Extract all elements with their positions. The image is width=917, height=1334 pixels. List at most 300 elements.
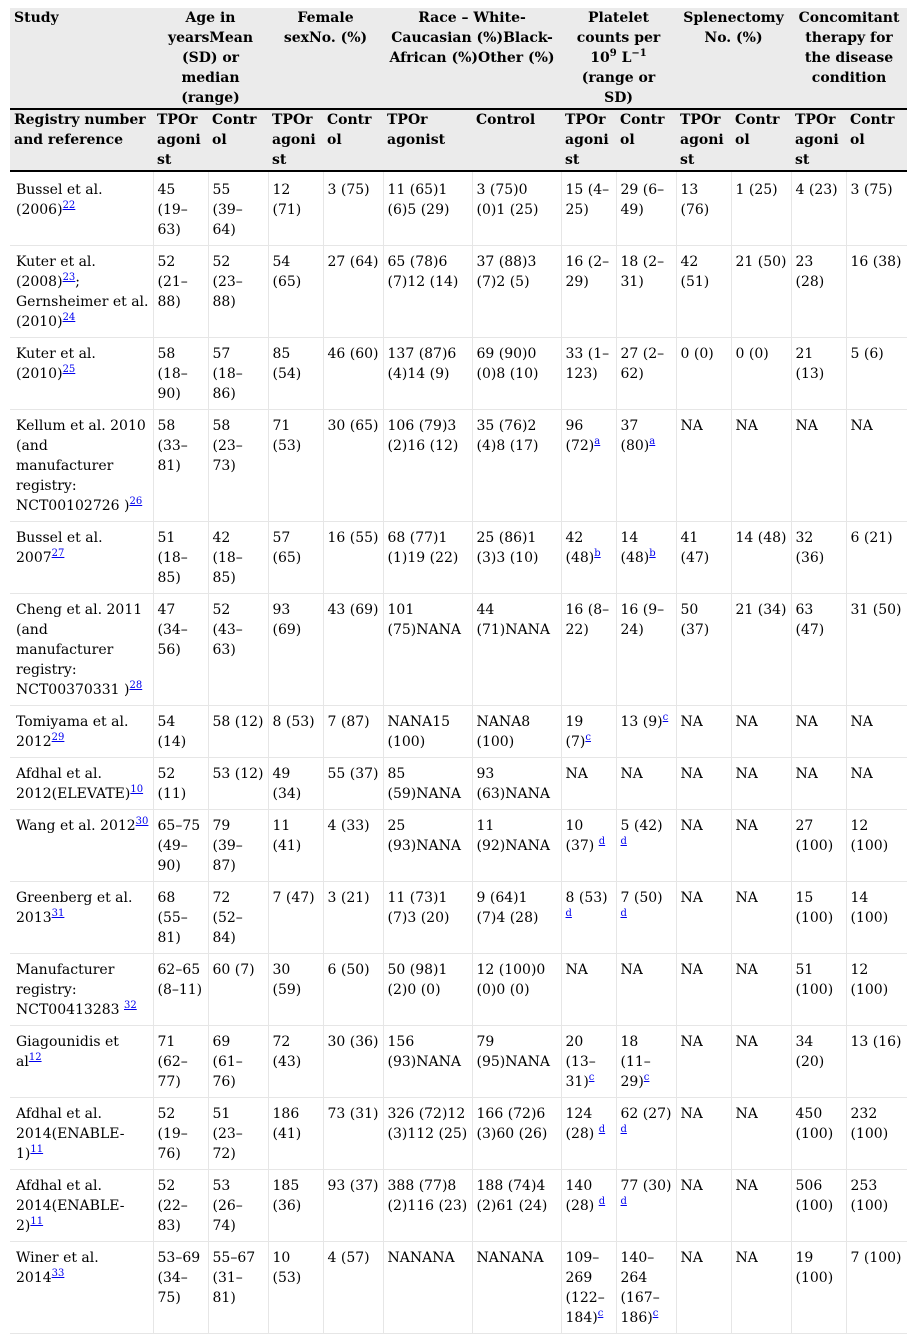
race-tpor-value: 65 (78)6 (7)12 (14) bbox=[387, 254, 459, 290]
platelet-control-value: NA bbox=[620, 766, 643, 782]
table-row bbox=[10, 954, 907, 1026]
table-row bbox=[10, 171, 907, 246]
platelet-tpor-value: 33 (1–123) bbox=[565, 346, 610, 382]
footnote-link[interactable]: c bbox=[652, 1308, 659, 1319]
female-control-value: 30 (36) bbox=[327, 1034, 379, 1050]
age-tpor-cell bbox=[153, 338, 208, 410]
age-tpor-cell bbox=[153, 1098, 208, 1170]
race-tpor-value: NANA15 (100) bbox=[387, 714, 451, 750]
study-cell bbox=[10, 706, 153, 758]
concomitant-control-cell bbox=[846, 171, 907, 246]
reference-sup bbox=[63, 364, 76, 375]
footnote-sup bbox=[594, 548, 600, 559]
concomitant-control-cell bbox=[846, 1098, 907, 1170]
subheader-control: Control bbox=[323, 109, 383, 171]
age-control-cell bbox=[208, 1170, 268, 1242]
platelet-tpor-value: 96 (72) bbox=[565, 418, 595, 454]
race-tpor-cell bbox=[383, 1170, 472, 1242]
splenectomy-tpor-value: NA bbox=[680, 1178, 703, 1194]
female-control-value: 3 (21) bbox=[327, 890, 370, 906]
study-cell bbox=[10, 954, 153, 1026]
study-cell bbox=[10, 1170, 153, 1242]
concomitant-control-cell bbox=[846, 758, 907, 810]
age-tpor-value: 58 (33–81) bbox=[157, 418, 188, 474]
header-platelet-exp2: −1 bbox=[631, 48, 647, 59]
platelet-tpor-cell bbox=[561, 171, 616, 246]
age-tpor-cell bbox=[153, 410, 208, 522]
female-tpor-value: 72 (43) bbox=[272, 1034, 302, 1070]
platelet-tpor-value: 42 (48) bbox=[565, 530, 595, 566]
reference-sup bbox=[52, 548, 65, 559]
header-concomitant: Concomitant therapy for the disease condition bbox=[791, 8, 907, 109]
splenectomy-tpor-cell bbox=[676, 1170, 731, 1242]
female-control-cell bbox=[323, 246, 383, 338]
race-tpor-value: 85 (59)NANA bbox=[387, 766, 461, 802]
concomitant-control-cell bbox=[846, 522, 907, 594]
study-name: Manufacturer registry: NCT00413283 bbox=[16, 962, 125, 1018]
platelet-control-cell bbox=[616, 758, 676, 810]
reference-sup bbox=[63, 272, 76, 283]
splenectomy-tpor-cell bbox=[676, 522, 731, 594]
female-tpor-cell bbox=[268, 1026, 323, 1098]
platelet-tpor-value: 124 (28) bbox=[565, 1106, 599, 1142]
platelet-control-value: 14 (48) bbox=[620, 530, 650, 566]
female-tpor-value: 11 (41) bbox=[272, 818, 302, 854]
footnote-link[interactable]: b bbox=[649, 548, 656, 559]
concomitant-tpor-cell bbox=[791, 1170, 846, 1242]
footnote-link[interactable]: d bbox=[598, 1196, 606, 1207]
age-tpor-cell bbox=[153, 706, 208, 758]
concomitant-tpor-value: 23 (28) bbox=[795, 254, 825, 290]
reference-link[interactable]: 33 bbox=[51, 1268, 65, 1279]
footnote-link[interactable]: d bbox=[620, 836, 627, 847]
splenectomy-tpor-value: 41 (47) bbox=[680, 530, 710, 566]
subheader-tpor: TPOr agonist bbox=[153, 109, 208, 171]
footnote-link[interactable]: a bbox=[649, 436, 656, 447]
footnote-link[interactable]: d bbox=[620, 908, 627, 919]
age-tpor-value: 58 (18–90) bbox=[157, 346, 188, 402]
reference-link[interactable]: 25 bbox=[62, 364, 76, 375]
concomitant-tpor-cell bbox=[791, 522, 846, 594]
race-tpor-value: 388 (77)8 (2)116 (23) bbox=[387, 1178, 468, 1214]
reference-link[interactable]: 29 bbox=[51, 732, 65, 743]
race-tpor-cell bbox=[383, 706, 472, 758]
splenectomy-control-cell bbox=[731, 1242, 791, 1334]
concomitant-tpor-cell bbox=[791, 1098, 846, 1170]
splenectomy-tpor-value: NA bbox=[680, 418, 703, 434]
platelet-tpor-cell bbox=[561, 594, 616, 706]
reference-sup bbox=[63, 312, 76, 323]
reference-link[interactable]: 26 bbox=[129, 496, 143, 507]
splenectomy-control-cell bbox=[731, 1098, 791, 1170]
concomitant-control-cell bbox=[846, 338, 907, 410]
race-control-cell bbox=[472, 1170, 561, 1242]
platelet-control-value: 16 (9–24) bbox=[620, 602, 665, 638]
reference-link[interactable]: 32 bbox=[124, 1000, 137, 1011]
concomitant-tpor-value: 21 (13) bbox=[795, 346, 825, 382]
race-control-value: 37 (88)3 (7)2 (5) bbox=[476, 254, 537, 290]
age-control-value: 55–67 (31–81) bbox=[212, 1250, 256, 1306]
splenectomy-tpor-cell bbox=[676, 954, 731, 1026]
platelet-tpor-value: 15 (4–25) bbox=[565, 182, 610, 218]
splenectomy-tpor-value: NA bbox=[680, 818, 703, 834]
splenectomy-tpor-cell bbox=[676, 758, 731, 810]
study-cell bbox=[10, 882, 153, 954]
table-row bbox=[10, 594, 907, 706]
footnote-link[interactable]: b bbox=[594, 548, 601, 559]
splenectomy-control-value: 21 (50) bbox=[735, 254, 787, 270]
platelet-tpor-value: 16 (8–22) bbox=[565, 602, 610, 638]
race-tpor-cell bbox=[383, 246, 472, 338]
platelet-control-cell bbox=[616, 410, 676, 522]
platelet-tpor-cell bbox=[561, 706, 616, 758]
race-control-cell bbox=[472, 1026, 561, 1098]
platelet-control-cell bbox=[616, 706, 676, 758]
female-control-value: 43 (69) bbox=[327, 602, 379, 618]
reference-link[interactable]: 22 bbox=[62, 200, 76, 211]
age-tpor-value: 54 (14) bbox=[157, 714, 187, 750]
splenectomy-control-cell bbox=[731, 522, 791, 594]
study-cell bbox=[10, 410, 153, 522]
age-tpor-value: 71 (62–77) bbox=[157, 1034, 188, 1090]
age-control-value: 52 (23–88) bbox=[212, 254, 243, 310]
race-control-value: 69 (90)0 (0)8 (10) bbox=[476, 346, 539, 382]
reference-sup bbox=[52, 908, 65, 919]
splenectomy-control-cell bbox=[731, 246, 791, 338]
age-tpor-value: 47 (34–56) bbox=[157, 602, 188, 658]
splenectomy-tpor-cell bbox=[676, 1098, 731, 1170]
concomitant-control-value: NA bbox=[850, 766, 873, 782]
concomitant-control-value: 5 (6) bbox=[850, 346, 884, 362]
age-tpor-value: 52 (19–76) bbox=[157, 1106, 188, 1162]
platelet-tpor-cell bbox=[561, 1170, 616, 1242]
splenectomy-control-value: NA bbox=[735, 962, 758, 978]
race-tpor-value: 326 (72)12 (3)112 (25) bbox=[387, 1106, 468, 1142]
footnote-link[interactable]: c bbox=[662, 712, 669, 723]
reference-link[interactable]: 11 bbox=[30, 1216, 44, 1227]
table-row bbox=[10, 1242, 907, 1334]
footnote-link[interactable]: a bbox=[594, 436, 601, 447]
header-platelet-suffix: (range or SD) bbox=[581, 70, 656, 106]
concomitant-control-cell bbox=[846, 882, 907, 954]
subheader-control: Control bbox=[731, 109, 791, 171]
concomitant-control-value: 13 (16) bbox=[850, 1034, 902, 1050]
platelet-control-value: 62 (27) bbox=[620, 1106, 672, 1122]
reference-sup bbox=[52, 1268, 65, 1279]
female-tpor-cell bbox=[268, 594, 323, 706]
female-control-cell bbox=[323, 706, 383, 758]
female-tpor-value: 185 (36) bbox=[272, 1178, 302, 1214]
age-tpor-value: 68 (55–81) bbox=[157, 890, 188, 946]
age-control-value: 58 (12) bbox=[212, 714, 264, 730]
female-tpor-value: 57 (65) bbox=[272, 530, 302, 566]
platelet-tpor-cell bbox=[561, 1242, 616, 1334]
platelet-tpor-value: 140 (28) bbox=[565, 1178, 599, 1214]
footnote-link[interactable]: c bbox=[585, 732, 591, 743]
table-row bbox=[10, 1098, 907, 1170]
footnote-link[interactable]: c bbox=[588, 1072, 595, 1083]
age-tpor-cell bbox=[153, 954, 208, 1026]
concomitant-tpor-cell bbox=[791, 1026, 846, 1098]
header-splenectomy: SplenectomyNo. (%) bbox=[676, 8, 791, 109]
female-tpor-value: 54 (65) bbox=[272, 254, 302, 290]
study-name: Kellum et al. 2010 (and manufacturer registry: NCT00102726 ) bbox=[16, 418, 146, 514]
concomitant-control-cell bbox=[846, 706, 907, 758]
age-tpor-cell bbox=[153, 810, 208, 882]
age-tpor-cell bbox=[153, 1026, 208, 1098]
reference-link[interactable]: 30 bbox=[135, 816, 149, 827]
splenectomy-tpor-value: NA bbox=[680, 1034, 703, 1050]
reference-link[interactable]: 11 bbox=[30, 1144, 44, 1155]
age-control-value: 42 (18–85) bbox=[212, 530, 243, 586]
study-name-second: ; Gernsheimer et al. (2010) bbox=[16, 274, 149, 330]
splenectomy-tpor-value: 13 (76) bbox=[680, 182, 710, 218]
platelet-control-value: 18 (2–31) bbox=[620, 254, 665, 290]
splenectomy-control-cell bbox=[731, 810, 791, 882]
race-tpor-value: 137 (87)6 (4)14 (9) bbox=[387, 346, 457, 382]
splenectomy-control-value: NA bbox=[735, 1034, 758, 1050]
platelet-control-value: 7 (50) bbox=[620, 890, 663, 906]
concomitant-tpor-value: 450 (100) bbox=[795, 1106, 834, 1142]
reference-link[interactable]: 28 bbox=[129, 680, 143, 691]
platelet-tpor-value: 109–269 (122–184) bbox=[565, 1250, 605, 1326]
study-name: Giagounidis et al bbox=[16, 1034, 119, 1070]
female-control-cell bbox=[323, 1026, 383, 1098]
study-name: Tomiyama et al. 2012 bbox=[16, 714, 129, 750]
platelet-control-value: 37 (80) bbox=[620, 418, 650, 454]
subheader-tpor: TPOr agonist bbox=[268, 109, 323, 171]
race-tpor-cell bbox=[383, 882, 472, 954]
header-platelet-exp1: 9 bbox=[609, 48, 617, 59]
concomitant-control-value: 232 (100) bbox=[850, 1106, 889, 1142]
age-control-cell bbox=[208, 1026, 268, 1098]
study-cell bbox=[10, 594, 153, 706]
footnote-sup bbox=[621, 908, 627, 919]
concomitant-control-cell bbox=[846, 1026, 907, 1098]
platelet-control-cell bbox=[616, 882, 676, 954]
footnote-sup bbox=[566, 908, 572, 919]
reference-sup bbox=[29, 1052, 42, 1063]
table-row bbox=[10, 1026, 907, 1098]
race-control-cell bbox=[472, 1098, 561, 1170]
footnote-sup bbox=[598, 1308, 604, 1319]
subheader-row bbox=[10, 109, 907, 171]
platelet-tpor-cell bbox=[561, 810, 616, 882]
splenectomy-tpor-value: 42 (51) bbox=[680, 254, 710, 290]
footnote-link[interactable]: d bbox=[598, 1124, 606, 1135]
age-tpor-value: 51 (18–85) bbox=[157, 530, 188, 586]
splenectomy-control-cell bbox=[731, 338, 791, 410]
splenectomy-control-value: NA bbox=[735, 1178, 758, 1194]
race-control-cell bbox=[472, 758, 561, 810]
concomitant-control-value: 7 (100) bbox=[850, 1250, 902, 1266]
table-row bbox=[10, 706, 907, 758]
platelet-control-value: 13 (9) bbox=[620, 714, 663, 730]
female-control-value: 30 (65) bbox=[327, 418, 379, 434]
concomitant-tpor-value: 15 (100) bbox=[795, 890, 834, 926]
table-row bbox=[10, 338, 907, 410]
race-control-cell bbox=[472, 338, 561, 410]
reference-link[interactable]: 31 bbox=[51, 908, 65, 919]
footnote-link[interactable]: d bbox=[620, 1124, 627, 1135]
study-name: Bussel et al. (2006) bbox=[16, 182, 103, 218]
table-container bbox=[10, 8, 907, 1334]
age-control-cell bbox=[208, 882, 268, 954]
footnote-sup bbox=[653, 1308, 659, 1319]
reference-sup bbox=[30, 1216, 43, 1227]
concomitant-tpor-value: 27 (100) bbox=[795, 818, 834, 854]
race-tpor-cell bbox=[383, 338, 472, 410]
race-control-cell bbox=[472, 810, 561, 882]
platelet-tpor-value: NA bbox=[565, 962, 588, 978]
footnote-sup bbox=[649, 548, 655, 559]
concomitant-tpor-value: 63 (47) bbox=[795, 602, 825, 638]
female-control-cell bbox=[323, 1098, 383, 1170]
race-tpor-value: 11 (73)1 (7)3 (20) bbox=[387, 890, 450, 926]
platelet-tpor-value: 19 (7) bbox=[565, 714, 586, 750]
race-control-value: NANANA bbox=[476, 1250, 544, 1266]
female-control-value: 73 (31) bbox=[327, 1106, 379, 1122]
header-row bbox=[10, 8, 907, 109]
age-control-cell bbox=[208, 594, 268, 706]
subheader-tpor: TPOr agonist bbox=[383, 109, 472, 171]
footnote-sup bbox=[649, 436, 655, 447]
race-control-value: 11 (92)NANA bbox=[476, 818, 550, 854]
female-tpor-cell bbox=[268, 706, 323, 758]
race-control-value: 25 (86)1 (3)3 (10) bbox=[476, 530, 539, 566]
platelet-tpor-cell bbox=[561, 246, 616, 338]
splenectomy-control-value: NA bbox=[735, 818, 758, 834]
concomitant-control-cell bbox=[846, 810, 907, 882]
age-control-cell bbox=[208, 171, 268, 246]
concomitant-tpor-cell bbox=[791, 758, 846, 810]
race-control-value: 44 (71)NANA bbox=[476, 602, 550, 638]
platelet-tpor-value: NA bbox=[565, 766, 588, 782]
characteristics-table bbox=[10, 8, 907, 1334]
concomitant-tpor-cell bbox=[791, 954, 846, 1026]
platelet-tpor-cell bbox=[561, 758, 616, 810]
female-tpor-cell bbox=[268, 1242, 323, 1334]
race-tpor-cell bbox=[383, 1242, 472, 1334]
platelet-control-cell bbox=[616, 338, 676, 410]
splenectomy-tpor-value: NA bbox=[680, 1250, 703, 1266]
splenectomy-tpor-value: NA bbox=[680, 714, 703, 730]
female-control-value: 16 (55) bbox=[327, 530, 379, 546]
age-tpor-cell bbox=[153, 1170, 208, 1242]
race-tpor-cell bbox=[383, 410, 472, 522]
footnote-sup bbox=[621, 1124, 627, 1135]
table-row bbox=[10, 1170, 907, 1242]
age-tpor-cell bbox=[153, 758, 208, 810]
splenectomy-control-value: NA bbox=[735, 1106, 758, 1122]
reference-link[interactable]: 12 bbox=[28, 1052, 42, 1063]
splenectomy-control-value: 1 (25) bbox=[735, 182, 778, 198]
race-tpor-cell bbox=[383, 522, 472, 594]
female-control-value: 6 (50) bbox=[327, 962, 370, 978]
female-control-value: 27 (64) bbox=[327, 254, 379, 270]
age-control-value: 69 (61–76) bbox=[212, 1034, 243, 1090]
splenectomy-control-value: 14 (48) bbox=[735, 530, 787, 546]
platelet-control-cell bbox=[616, 522, 676, 594]
concomitant-control-value: 14 (100) bbox=[850, 890, 889, 926]
female-tpor-value: 8 (53) bbox=[272, 714, 315, 730]
platelet-control-cell bbox=[616, 810, 676, 882]
splenectomy-control-cell bbox=[731, 594, 791, 706]
splenectomy-tpor-cell bbox=[676, 1242, 731, 1334]
age-tpor-cell bbox=[153, 594, 208, 706]
splenectomy-control-cell bbox=[731, 706, 791, 758]
platelet-control-cell bbox=[616, 594, 676, 706]
concomitant-tpor-cell bbox=[791, 594, 846, 706]
platelet-tpor-cell bbox=[561, 1098, 616, 1170]
age-tpor-value: 65–75 (49–90) bbox=[157, 818, 201, 874]
reference-sup bbox=[52, 732, 65, 743]
race-tpor-value: 101 (75)NANA bbox=[387, 602, 461, 638]
reference-link[interactable]: 10 bbox=[130, 784, 144, 795]
footnote-link[interactable]: d bbox=[565, 908, 572, 919]
race-control-value: 166 (72)6 (3)60 (26) bbox=[476, 1106, 548, 1142]
footnote-sup bbox=[599, 836, 605, 847]
concomitant-tpor-cell bbox=[791, 246, 846, 338]
concomitant-control-cell bbox=[846, 594, 907, 706]
header-study: Study bbox=[10, 8, 153, 109]
race-tpor-cell bbox=[383, 758, 472, 810]
subheader-tpor: TPOr agonist bbox=[676, 109, 731, 171]
study-name: Wang et al. 2012 bbox=[16, 818, 136, 834]
footnote-link[interactable]: c bbox=[643, 1072, 650, 1083]
footnote-link[interactable]: d bbox=[598, 836, 606, 847]
platelet-tpor-value: 16 (2–29) bbox=[565, 254, 610, 290]
reference-link[interactable]: 23 bbox=[62, 272, 76, 283]
footnote-link[interactable]: d bbox=[620, 1196, 627, 1207]
female-tpor-value: 93 (69) bbox=[272, 602, 302, 638]
concomitant-control-value: 253 (100) bbox=[850, 1178, 889, 1214]
concomitant-tpor-cell bbox=[791, 706, 846, 758]
female-control-cell bbox=[323, 522, 383, 594]
splenectomy-tpor-value: 50 (37) bbox=[680, 602, 710, 638]
concomitant-tpor-value: 32 (36) bbox=[795, 530, 825, 566]
race-tpor-value: 156 (93)NANA bbox=[387, 1034, 461, 1070]
race-control-cell bbox=[472, 246, 561, 338]
age-control-value: 57 (18–86) bbox=[212, 346, 243, 402]
female-tpor-cell bbox=[268, 1098, 323, 1170]
study-name: Kuter et al. (2008) bbox=[16, 254, 96, 290]
reference-sup bbox=[129, 496, 142, 507]
table-body bbox=[10, 171, 907, 1334]
study-name: Afdhal et al. 2014(ENABLE-1) bbox=[16, 1106, 125, 1162]
platelet-control-cell bbox=[616, 1170, 676, 1242]
splenectomy-control-cell bbox=[731, 954, 791, 1026]
female-control-value: 4 (57) bbox=[327, 1250, 370, 1266]
race-control-cell bbox=[472, 171, 561, 246]
female-tpor-value: 10 (53) bbox=[272, 1250, 302, 1286]
subheader-control: Control bbox=[472, 109, 561, 171]
concomitant-control-value: 3 (75) bbox=[850, 182, 893, 198]
concomitant-tpor-cell bbox=[791, 1242, 846, 1334]
footnote-link[interactable]: c bbox=[597, 1308, 604, 1319]
female-tpor-value: 12 (71) bbox=[272, 182, 302, 218]
splenectomy-control-cell bbox=[731, 1170, 791, 1242]
reference-link[interactable]: 27 bbox=[51, 548, 65, 559]
age-control-cell bbox=[208, 522, 268, 594]
table-row bbox=[10, 810, 907, 882]
table-row bbox=[10, 246, 907, 338]
footnote-sup bbox=[589, 1072, 595, 1083]
age-control-value: 53 (12) bbox=[212, 766, 264, 782]
reference-link[interactable]: 24 bbox=[62, 312, 76, 323]
female-control-value: 46 (60) bbox=[327, 346, 379, 362]
female-tpor-value: 49 (34) bbox=[272, 766, 302, 802]
